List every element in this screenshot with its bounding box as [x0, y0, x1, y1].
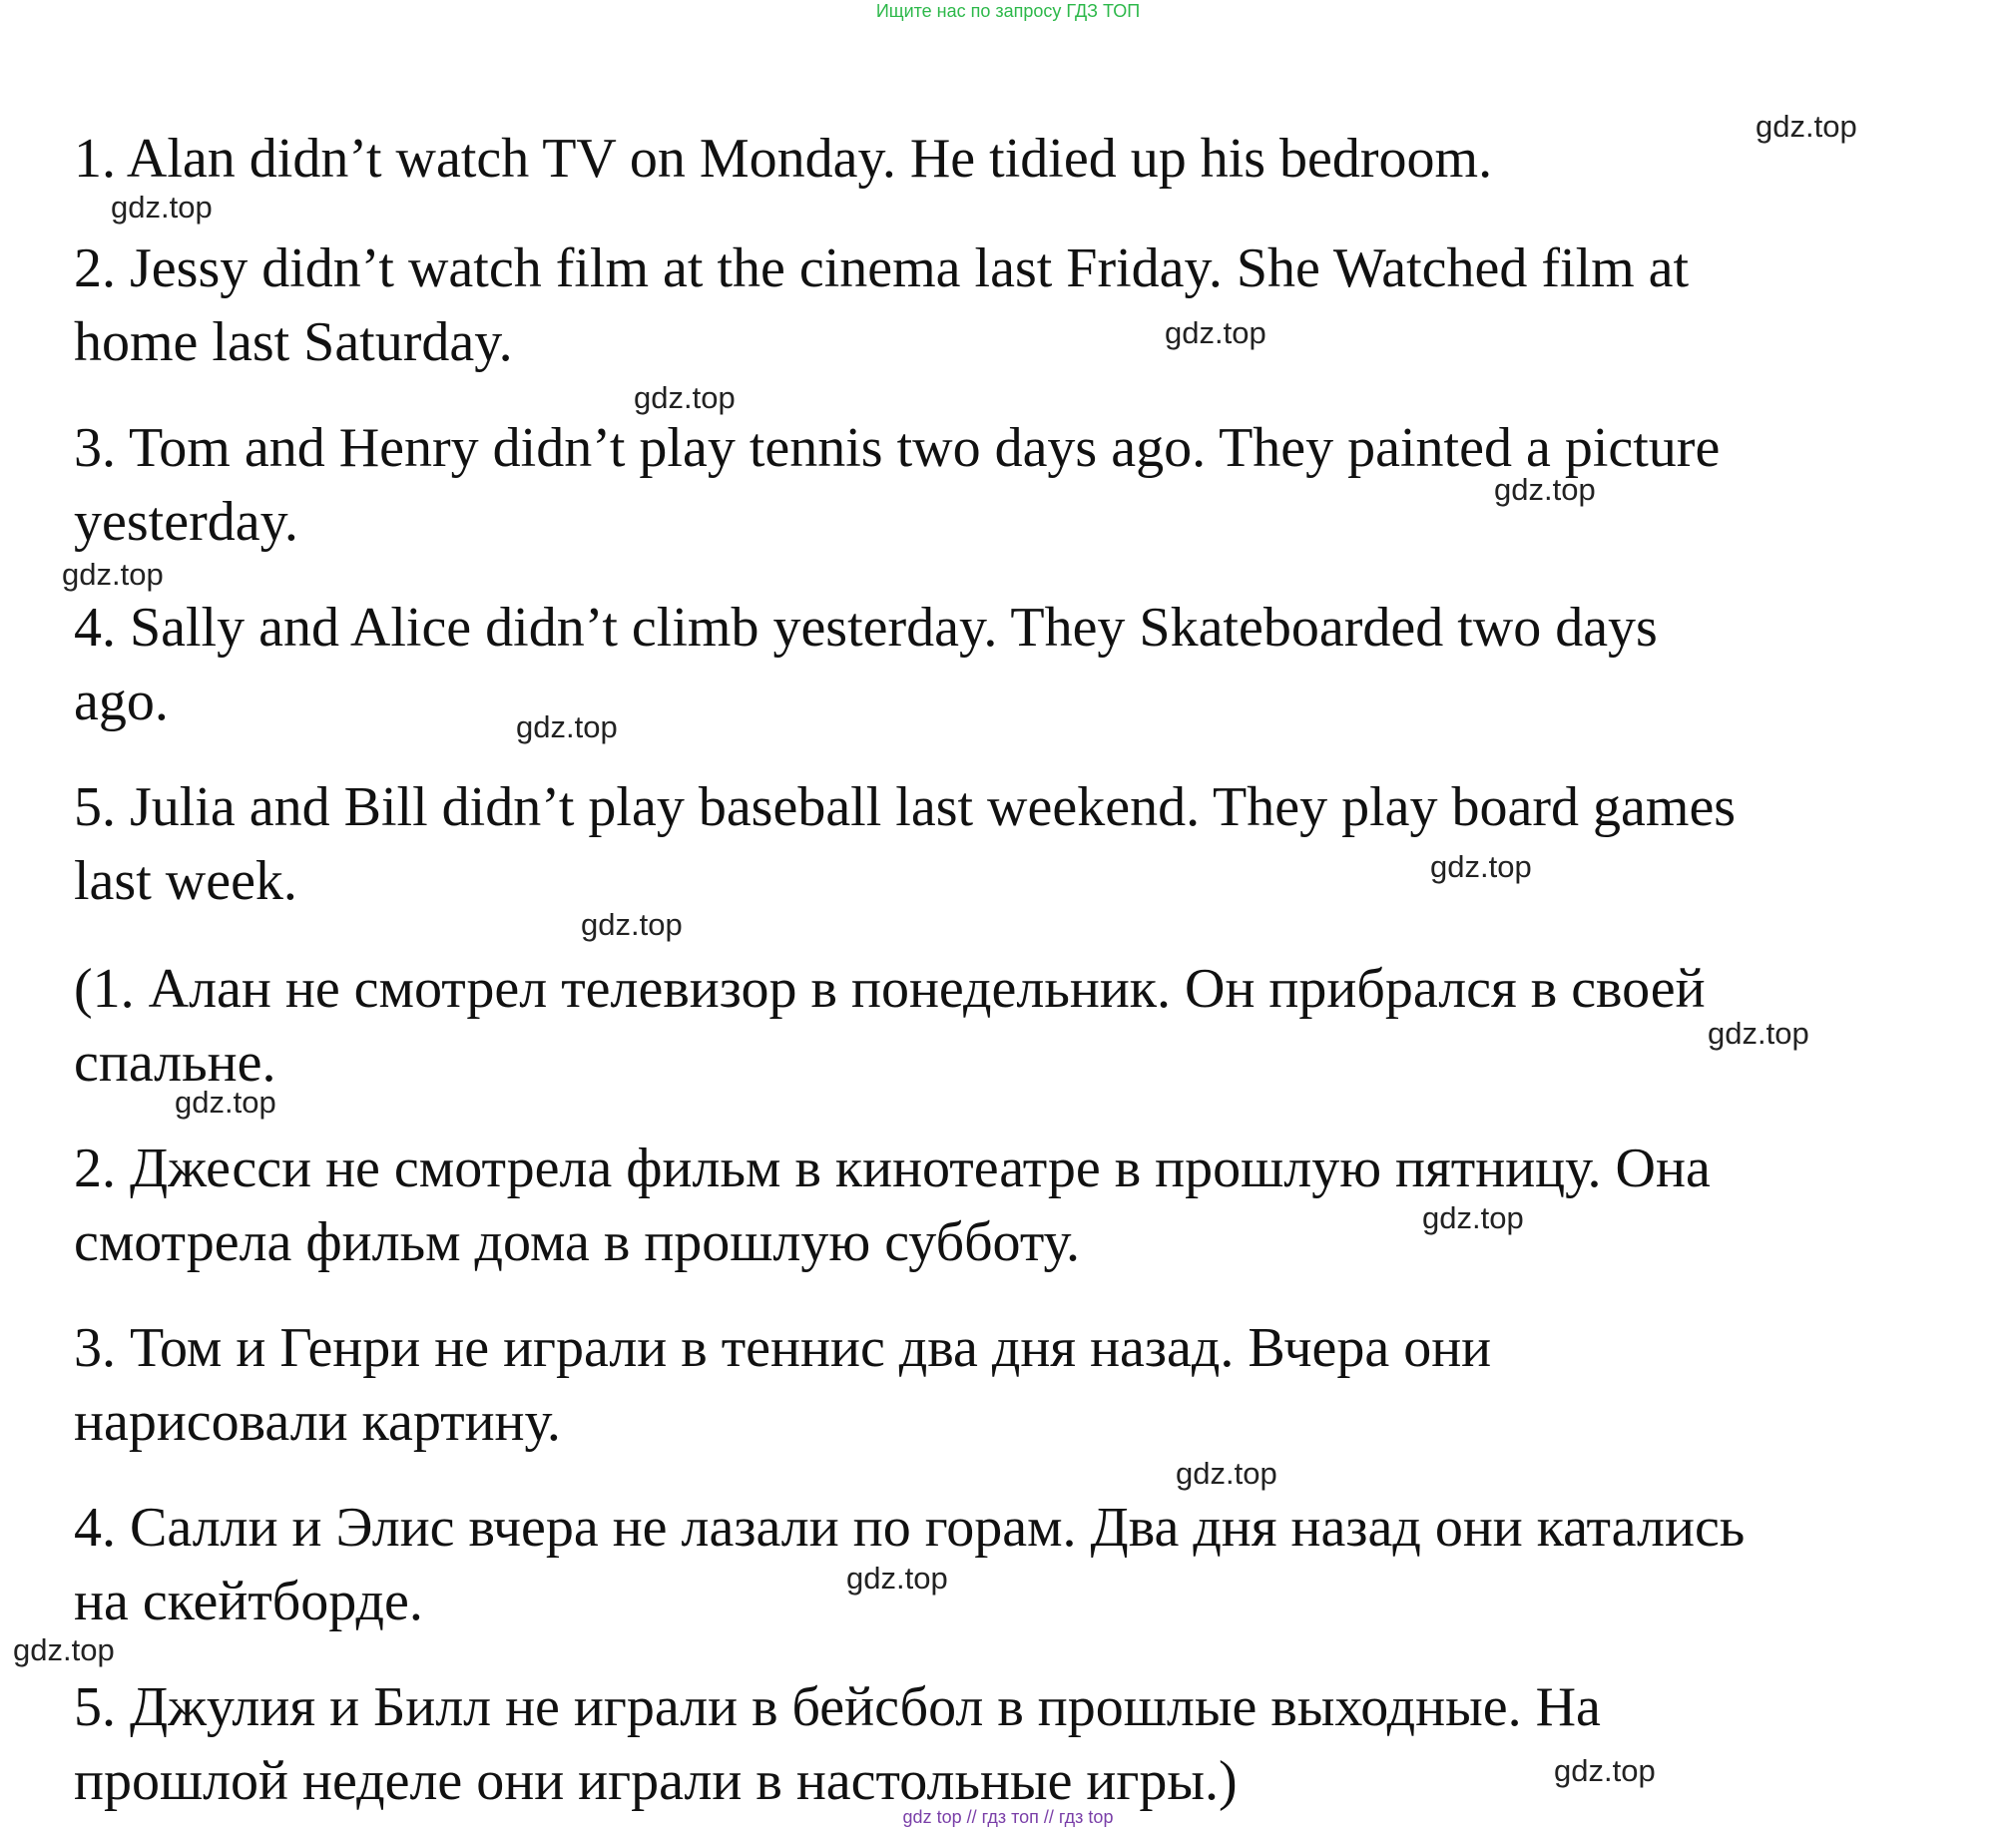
- text-line: спальне.: [74, 1032, 276, 1094]
- english-answer-1: [74, 122, 1870, 196]
- watermark: gdz.top: [1756, 109, 1857, 144]
- text-line: смотрела фильм дома в прошлую субботу.: [74, 1211, 1080, 1273]
- text-line: 3. Tom and Henry didn’t play tennis two days ago. They painted a picture: [74, 417, 1721, 479]
- text-line: на скейтборде.: [74, 1571, 423, 1632]
- text-line: yesterday.: [74, 491, 298, 553]
- text-line: нарисовали картину.: [74, 1391, 561, 1453]
- watermark: gdz.top: [111, 190, 213, 225]
- text-line: 4. Салли и Элис вчера не лазали по горам. Два дня назад они катались: [74, 1497, 1746, 1559]
- russian-translation-2: [74, 1132, 1870, 1279]
- watermark: gdz.top: [175, 1085, 276, 1120]
- header-note: Ищите нас по запросу ГДЗ ТОП: [875, 1, 1141, 21]
- text-line: 4. Sally and Alice didn’t climb yesterday. They Skateboarded two days: [74, 597, 1658, 659]
- text-line: 1. Alan didn’t watch TV on Monday. He tidied up his bedroom.: [74, 128, 1493, 190]
- watermark: gdz.top: [1494, 472, 1596, 507]
- text-line: last week.: [74, 850, 297, 912]
- russian-translation-5: [74, 1670, 1870, 1818]
- english-answer-4: [74, 591, 1870, 738]
- text-line: прошлой неделе они играли в настольные игры.): [74, 1750, 1238, 1812]
- watermark: gdz.top: [1422, 1200, 1524, 1235]
- english-answer-2: [74, 231, 1870, 379]
- watermark: gdz.top: [1430, 849, 1532, 884]
- text-line: 3. Том и Генри не играли в теннис два дня назад. Вчера они: [74, 1317, 1492, 1379]
- text-line: 5. Julia and Bill didn’t play baseball last weekend. They play board games: [74, 776, 1737, 838]
- watermark: gdz.top: [1708, 1016, 1809, 1051]
- text-line: 2. Jessy didn’t watch film at the cinema last Friday. She Watched film at: [74, 237, 1690, 299]
- text-line: 5. Джулия и Билл не играли в бейсбол в прошлые выходные. На: [74, 1676, 1601, 1738]
- text-line: home last Saturday.: [74, 311, 513, 373]
- footer-note: gdz top // гдз топ // гдз top: [902, 1807, 1114, 1827]
- russian-translation-3: [74, 1311, 1870, 1459]
- watermark: gdz.top: [581, 907, 683, 942]
- russian-translation-1: [74, 952, 1870, 1100]
- english-answer-3: [74, 411, 1870, 559]
- watermark: gdz.top: [516, 709, 618, 744]
- text-line: (1. Алан не смотрел телевизор в понедельник. Он прибрался в своей: [74, 958, 1706, 1020]
- watermark: gdz.top: [1165, 315, 1266, 350]
- watermark: gdz.top: [1554, 1753, 1656, 1788]
- english-answer-5: [74, 770, 1870, 918]
- russian-translation-4: [74, 1491, 1870, 1638]
- text-line: ago.: [74, 671, 169, 732]
- watermark: gdz.top: [62, 557, 164, 592]
- text-line: 2. Джесси не смотрела фильм в кинотеатре в прошлую пятницу. Она: [74, 1138, 1711, 1199]
- watermark: gdz.top: [1176, 1456, 1277, 1491]
- watermark: gdz.top: [846, 1561, 948, 1596]
- watermark: gdz.top: [634, 380, 736, 415]
- watermark: gdz.top: [13, 1632, 115, 1667]
